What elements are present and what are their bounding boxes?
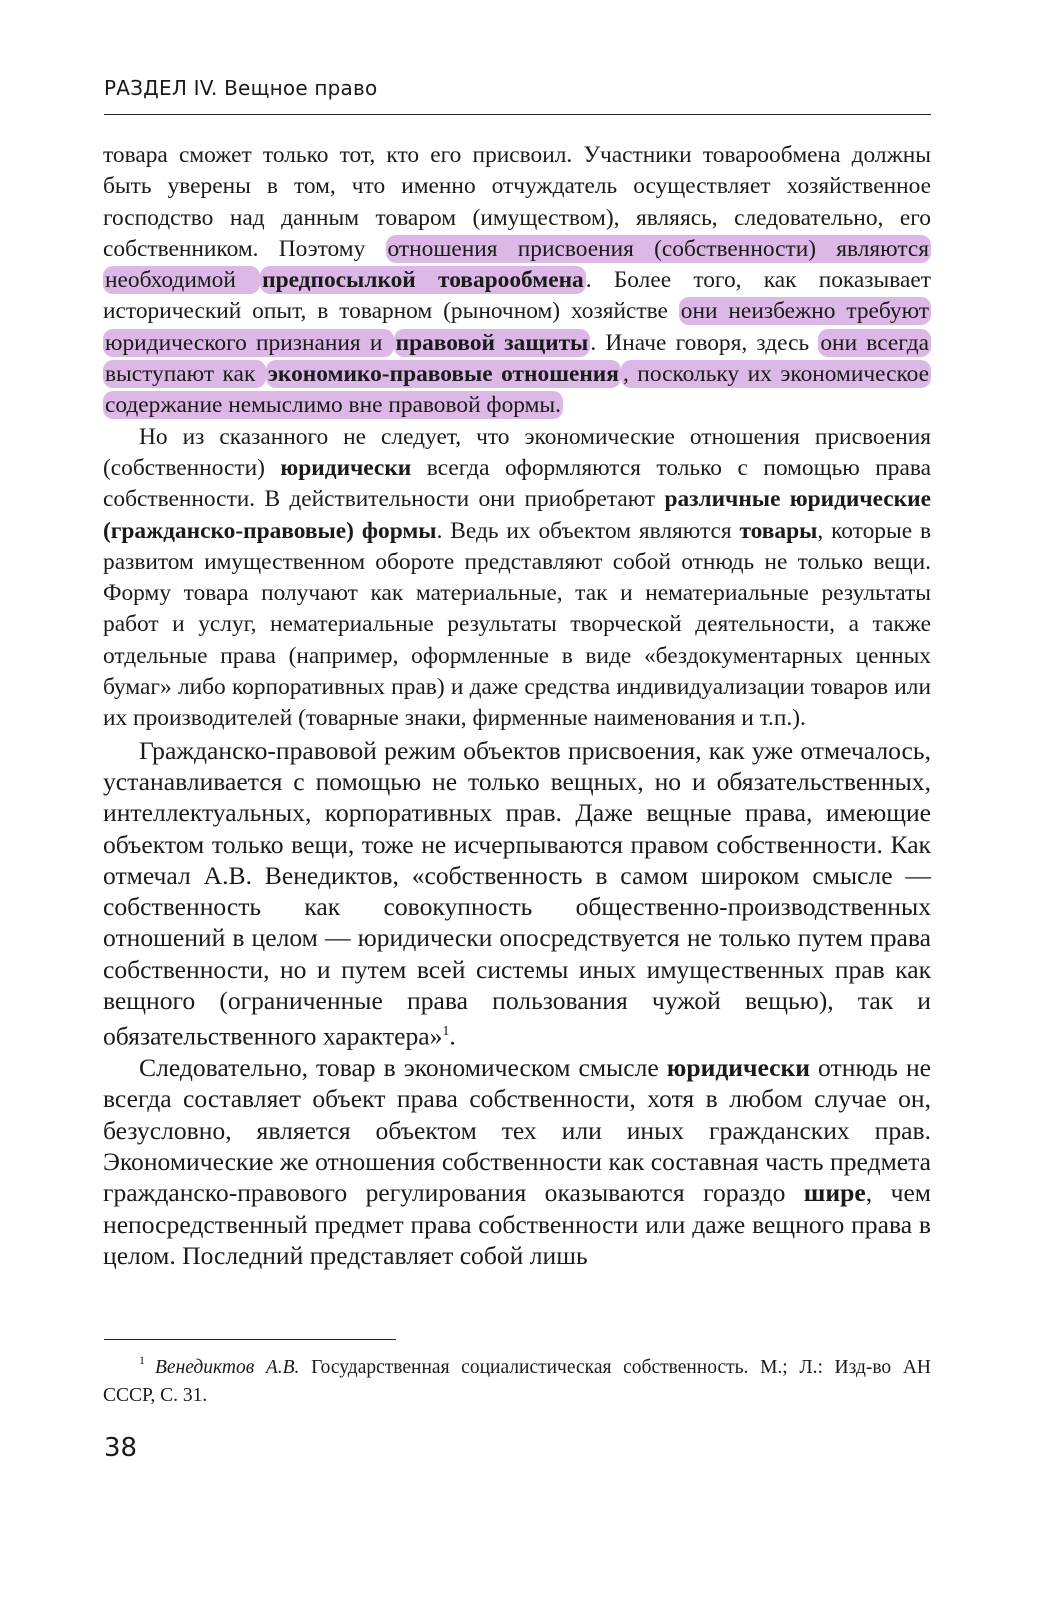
header-rule [104, 114, 931, 115]
text-run: отнюдь не всегда составляет объект права собственности, хотя в любом случае он, безусловно, является объектом тех или иных гражданских прав. Экономические же отношения собственности как составная часть предмета гражданско-правового регулирования оказываются гораздо [103, 1053, 931, 1208]
body-text [103, 140, 931, 1271]
text-run: . Более того, как показывает исторический опыт, в товарном (рыночном) хозяйстве [103, 267, 931, 325]
bold-term: шире [803, 1178, 866, 1208]
footnote-marker: 1 [139, 1353, 145, 1367]
bold-term: юридически [280, 454, 412, 481]
bold-term: товары [739, 517, 818, 544]
footnote-text: Государственная социалистическая собственность. М.; Л.: Изд-во АН СССР, С. 31. [103, 1357, 931, 1406]
text-run: . [449, 1021, 456, 1051]
text-run: . Ведь их объектом являются [436, 517, 740, 544]
highlighted-text: они всегда выступают как [105, 329, 929, 388]
highlighted-text: отношения присвоения (собственности) являются необходимой [105, 235, 929, 294]
paragraph [103, 735, 931, 1053]
paragraph [103, 140, 931, 422]
footnote [103, 1346, 931, 1410]
footnote-line [103, 1346, 931, 1410]
text-run: . Иначе говоря, здесь [590, 329, 819, 356]
footnote-reference: 1 [442, 1024, 450, 1040]
bold-term: юридически [666, 1053, 810, 1083]
text-run: , чем непосредственный предмет права собственности или даже вещного права в целом. Последний представляет собой лишь [103, 1178, 931, 1270]
highlighted-text: они неизбежно требуют юридического признания и [105, 298, 930, 356]
highlighted-text: правовой защиты [395, 329, 589, 356]
footnote-author: Венедиктов А.В. [155, 1357, 300, 1378]
highlighted-text: предпосылкой товарообмена [262, 267, 584, 294]
text-run: , которые в развитом имущественном обороте представляют собой отнюдь не только вещи. Форму товара получают как материальные, так и нематериальные результаты работ и услуг, нематериальные результаты творческой деятельности, а также отдельные права (например, оформленные в виде «бездокументарных ценных бумаг» либо корпоративных прав) и даже средства индивидуализации товаров или их производителей (товарные знаки, фирменные наименования и т.п.). [103, 517, 931, 732]
running-head: РАЗДЕЛ IV. Вещное право [104, 76, 378, 100]
paragraph [103, 1052, 931, 1271]
text-run: товара сможет только тот, кто его присвоил. Участники товарообмена должны быть уверены в том, что именно отчуждатель осуществляет хозяйственное господство над данным товаром (имуществом), являясь, следовательно, его собственником. Поэтому [103, 142, 931, 262]
bold-term: различные юридические (гражданско-правовые) формы [103, 486, 931, 544]
footnote-rule [104, 1339, 396, 1340]
text-run: Гражданско-правовой режим объектов присвоения, как уже отмечалось, устанавливается с помощью не только вещных, но и обязательственных, интеллектуальных, корпоративных прав. Даже вещные права, имеющие объектом только вещи, тоже не исчерпываются правом собственности. Как отмечал А.В. Венедиктов, «собственность в самом широком смысле — собственность как совокупность общественно-производственных отношений в целом — юридически опосредствуется не только путем права собственности, но и путем всей системы иных имущественных прав как вещного (ограниченные права пользования чужой вещью), так и обязательственного характера» [103, 735, 931, 1051]
text-run: Но из сказанного не следует, что экономические отношения присвоения (собственности) [103, 423, 931, 481]
page-number: 38 [104, 1433, 138, 1463]
highlighted-text: , поскольку их экономическое содержание немыслимо вне правовой формы. [105, 361, 929, 419]
text-run: всегда оформляются только с помощью права собственности. В действительности они приобретают [103, 454, 931, 513]
text-run: Следовательно, товар в экономическом смысле [139, 1053, 667, 1083]
paragraph [103, 422, 931, 735]
highlighted-text: экономико-правовые отношения [267, 361, 619, 388]
